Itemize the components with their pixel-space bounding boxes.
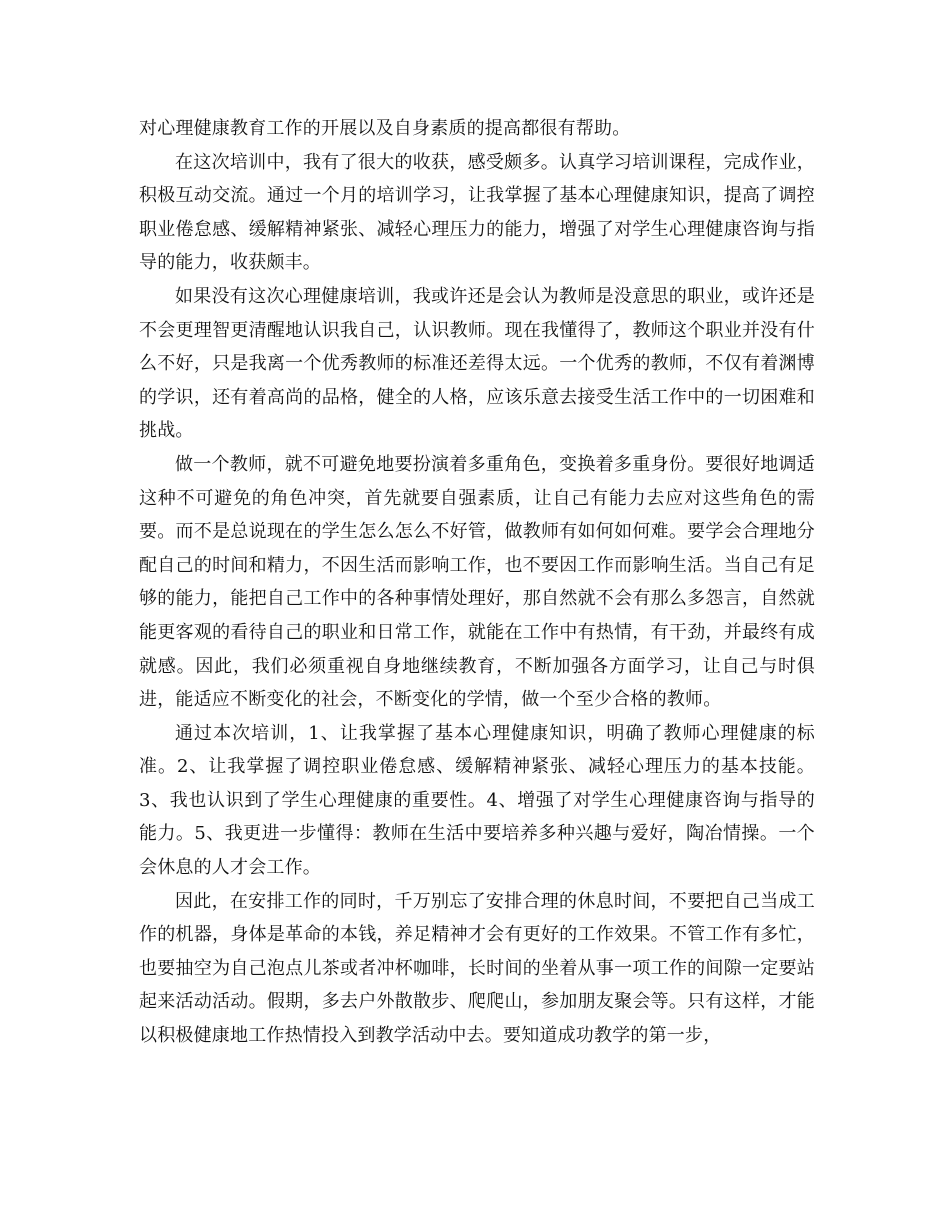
paragraph-3: 如果没有这次心理健康培训，我或许还是会认为教师是没意思的职业，或许还是不会更理智更清醒地认识我自己，认识教师。现在我懂得了，教师这个职业并没有什么不好，只是我离一个优秀教师的标准还差得太远。一个优秀的教师，不仅有着渊博的学识，还有着高尚的品格，健全的人格，应该乐意去接受生活工作中的一切困难和挑战。 xyxy=(139,285,815,442)
document-body xyxy=(139,112,815,1053)
paragraph-2: 在这次培训中，我有了很大的收获，感受颇多。认真学习培训课程，完成作业，积极互动交流。通过一个月的培训学习，让我掌握了基本心理健康知识，提高了调控职业倦怠感、缓解精神紧张、减轻心理压力的能力，增强了对学生心理健康咨询与指导的能力，收获颇丰。 xyxy=(139,151,815,274)
paragraph-1: 对心理健康教育工作的开展以及自身素质的提高都很有帮助。 xyxy=(139,118,631,139)
paragraph-5: 通过本次培训，1、让我掌握了基本心理健康知识，明确了教师心理健康的标准。2、让我掌握了调控职业倦怠感、缓解精神紧张、减轻心理压力的基本技能。3、我也认识到了学生心理健康的重要性。4、增强了对学生心理健康咨询与指导的能力。5、我更进一步懂得：教师在生活中要培养多种兴趣与爱好，陶冶情操。一个会休息的人才会工作。 xyxy=(139,722,815,879)
paragraph-6: 因此，在安排工作的同时，千万别忘了安排合理的休息时间，不要把自己当成工作的机器，身体是革命的本钱，养足精神才会有更好的工作效果。不管工作有多忙，也要抽空为自己泡点儿茶或者冲杯咖啡，长时间的坐着从事一项工作的间隙一定要站起来活动活动。假期，多去户外散散步、爬爬山，参加朋友聚会等。只有这样，才能以积极健康地工作热情投入到教学活动中去。要知道成功教学的第一步， xyxy=(139,890,815,1047)
paragraph-4: 做一个教师，就不可避免地要扮演着多重角色，变换着多重身份。要很好地调适这种不可避免的角色冲突，首先就要自强素质，让自己有能力去应对这些角色的需要。而不是总说现在的学生怎么怎么不好管，做教师有如何如何难。要学会合理地分配自己的时间和精力，不因生活而影响工作，也不要因工作而影响生活。当自己有足够的能力，能把自己工作中的各种事情处理好，那自然就不会有那么多怨言，自然就能更客观的看待自己的职业和日常工作，就能在工作中有热情，有干劲，并最终有成就感。因此，我们必须重视自身地继续教育，不断加强各方面学习，让自己与时俱进，能适应不断变化的社会，不断变化的学情，做一个至少合格的教师。 xyxy=(139,453,815,711)
